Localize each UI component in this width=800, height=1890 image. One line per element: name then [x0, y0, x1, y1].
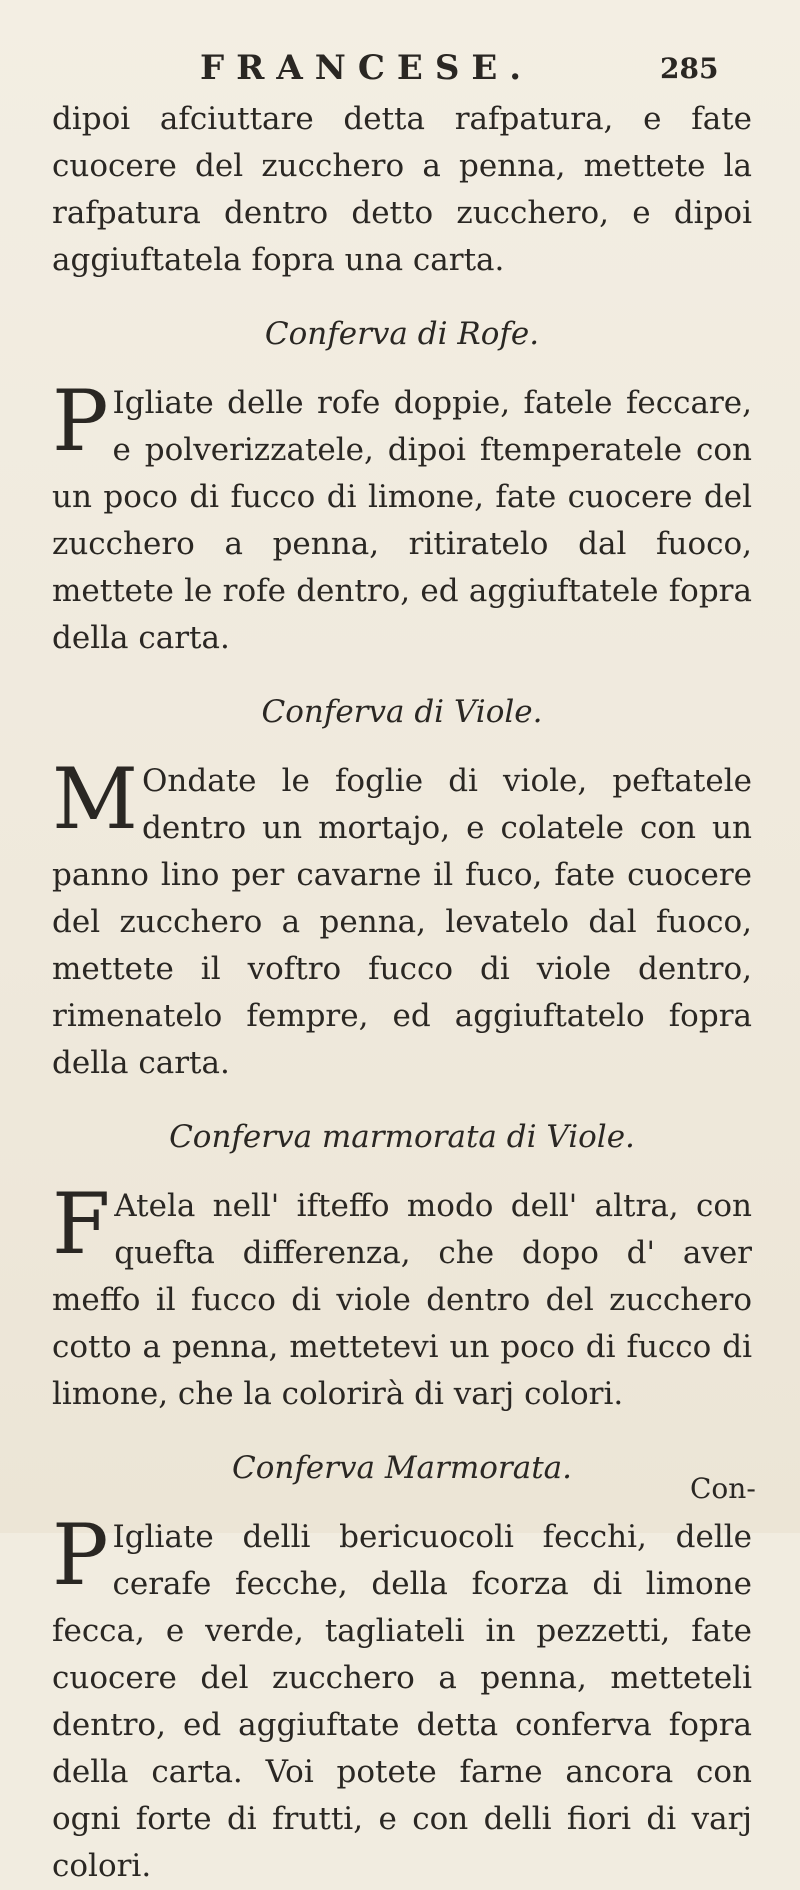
paragraph-marbled-violet	[52, 1175, 752, 1418]
page-body	[52, 96, 752, 1890]
paragraph-text: Igliate delle rofe doppie, fatele feccare, e polverizzatele, dipoi ftemperatele con un poco di fucco di limone, fate cuocere del zucchero a penna, ritiratelo dal fuoco, mettete le rofe dentro, ed aggiuftatele fopra della carta.	[52, 385, 752, 656]
drop-capital: M	[52, 750, 139, 848]
paragraph-text: Atela nell' ifteffo modo dell' altra, con quefta differenza, che dopo d' aver meffo il fucco di viole dentro del zucchero cotto a penna, mettetevi un poco di fucco di limone, che la colorirà di varj colori.	[52, 1188, 752, 1412]
running-title: FRANCESE.	[200, 48, 534, 88]
section-heading: Conferva Marmorata.	[231, 1450, 573, 1486]
running-header	[0, 48, 800, 96]
section-heading: Conferva di Viole.	[261, 694, 543, 730]
paragraph-text: dipoi afciuttare detta rafpatura, e fate cuocere del zucchero a penna, mettete la rafpatura dentro detto zucchero, e dipoi aggiuftatela fopra una carta.	[52, 101, 752, 278]
section-heading: Conferva marmorata di Viole.	[169, 1119, 635, 1155]
drop-capital: P	[52, 1506, 109, 1604]
section-heading: Conferva di Rofe.	[264, 316, 540, 352]
paragraph-rose	[52, 372, 752, 662]
paragraph-text: Igliate delli bericuocoli fecchi, delle cerafe fecche, della fcorza di limone fecca, e verde, tagliateli in pezzetti, fate cuocere del zucchero a penna, metteteli dentro, ed aggiuftate detta conferva fopra della carta. Voi potete farne ancora con ogni forte di frutti, e con delli fiori di varj colori.	[52, 1519, 752, 1884]
drop-capital: F	[52, 1175, 111, 1273]
page-number: 285	[660, 52, 719, 85]
paragraph-intro	[52, 96, 752, 284]
paragraph-text: Ondate le foglie di viole, peftatele dentro un mortajo, e colatele con un panno lino per cavarne il fuco, fate cuocere del zucchero a penna, levatelo dal fuoco, mettete il voftro fucco di viole dentro, rimenatelo fempre, ed aggiuftatelo fopra della carta.	[52, 763, 752, 1081]
paragraph-violet	[52, 750, 752, 1087]
paragraph-marbled	[52, 1506, 752, 1890]
drop-capital: P	[52, 372, 109, 470]
catchword: Con-	[690, 1472, 756, 1505]
